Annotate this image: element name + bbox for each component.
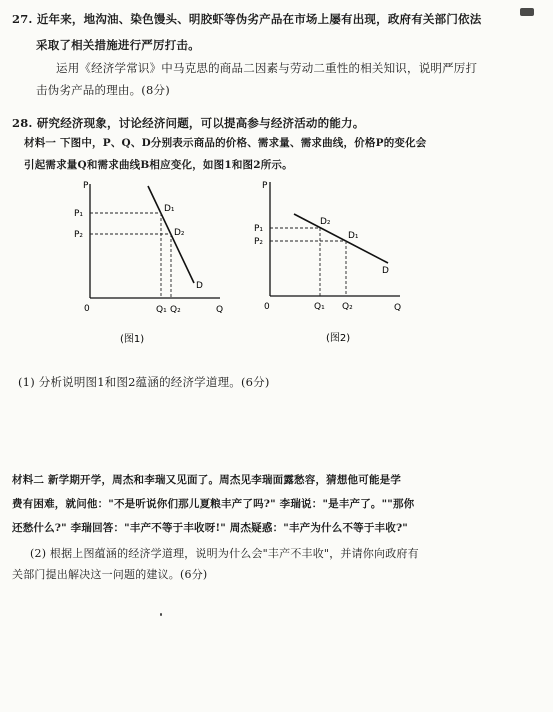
q28-text-line3: 引起需求量Q和需求曲线B相应变化，如图1和图2所示。 [24,159,293,171]
figure2-q1-label: Q₁ [314,302,325,312]
figure2-d1-label: D₁ [348,231,359,241]
figure1-graph [70,178,230,348]
figure1-caption: (图1) [120,334,145,345]
figure1-d-label: D [196,281,203,291]
figure2-p2-label: P₂ [254,237,264,247]
q27-number: 27. [12,12,33,26]
figure2-d-label: D [382,266,389,276]
figure2-d2-label: D₂ [320,217,331,227]
figure2-q2-label: Q₂ [342,302,353,312]
figure2-p1-label: P₁ [254,224,264,234]
q28-number: 28. [12,116,33,130]
sub2-line2: 关部门提出解决这一问题的建议。(6分) [12,568,208,581]
figure1-q2-label: Q₂ [170,305,181,315]
q27-text-line3: 运用《经济学常识》中马克思的商品二因素与劳动二重性的相关知识，说明严厉打 [56,61,478,75]
scan-smudge [520,8,534,16]
figure1-p1-label: P₁ [74,209,84,219]
figure1-q-axis-label: Q [216,305,224,315]
figure2-graph [250,178,410,348]
figure1-p2-label: P₂ [74,230,84,240]
material2-line1: 材料二 新学期开学，周杰和李瑞又见面了。周杰见李瑞面露愁容，猜想他可能是学 [12,474,402,486]
figure1-origin-label: 0 [84,304,90,314]
sub-question-1: (1) 分析说明图1和图2蕴涵的经济学道理。(6分) [18,375,270,389]
q28-line1 [12,115,364,131]
material2-line2: 费有困难，就问他："不是听说你们那儿夏粮丰产了吗?" 李瑞说："是丰产了。""那你 [12,498,415,510]
figure2-demand-curve [294,214,388,263]
figure1-d2-label: D₂ [174,228,185,238]
figure1-d1-label: D₁ [164,204,175,214]
figure2-q-axis-label: Q [394,303,402,313]
q27-text-line1: 近年来，地沟油、染色馒头、明胶虾等伪劣产品在市场上屡有出现，政府有关部门依法 [36,12,482,26]
figure2-p-axis-label: P [262,181,268,191]
figure1-q1-label: Q₁ [156,305,167,315]
q27-line1 [12,11,481,27]
q28-text-line2: 材料一 下图中，P、Q、D分别表示商品的价格、需求量、需求曲线，价格P的变化会 [24,137,427,149]
q27-text-line4: 击伪劣产品的理由。(8分) [36,83,170,97]
scan-dot [160,613,162,616]
q28-text-line1: 研究经济现象，讨论经济问题，可以提高参与经济活动的能力。 [36,116,365,130]
figure1-p-axis-label: P [83,181,89,191]
material2-line3: 还愁什么?" 李瑞回答："丰产不等于丰收呀!" 周杰疑惑："丰产为什么不等于丰收?" [12,522,408,534]
q27-text-line2: 采取了相关措施进行严厉打击。 [36,38,200,52]
figure2-caption: (图2) [326,333,351,344]
figure2-origin-label: 0 [264,302,270,312]
sub2-line1: (2) 根据上图蕴涵的经济学道理，说明为什么会"丰产不丰收"，并请你向政府有 [30,547,419,560]
